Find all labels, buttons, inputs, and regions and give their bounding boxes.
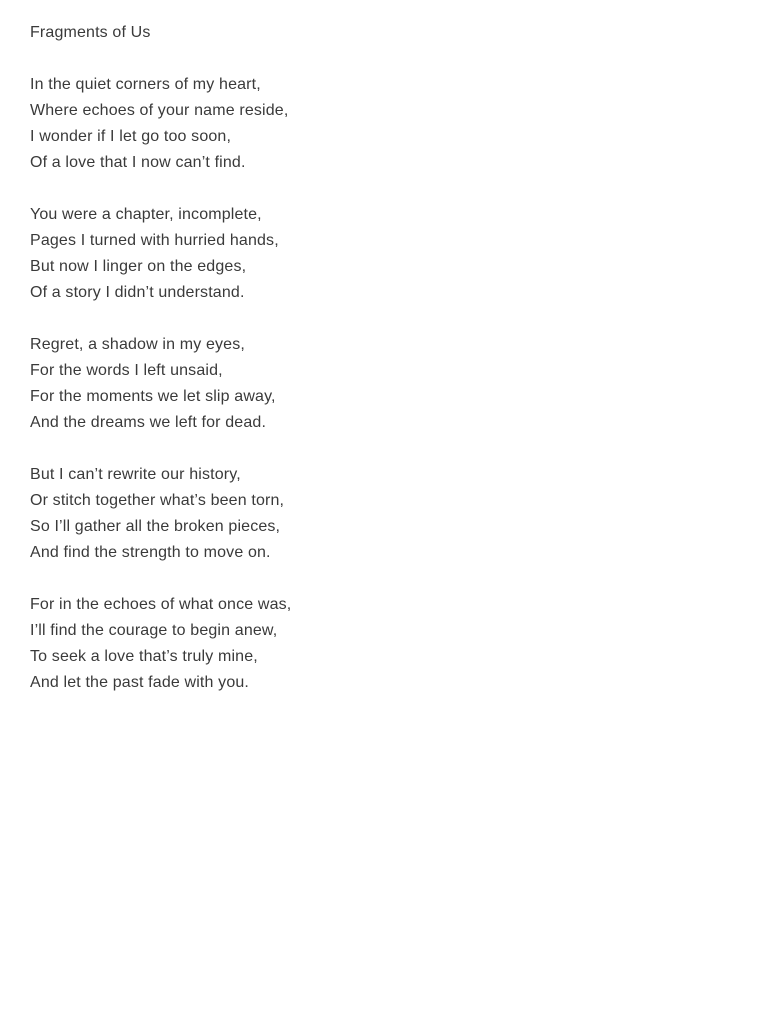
poem-line: Where echoes of your name reside,	[30, 102, 289, 119]
poem-line: Pages I turned with hurried hands,	[30, 232, 279, 249]
poem-line: And the dreams we left for dead.	[30, 414, 267, 431]
poem-line: Regret, a shadow in my eyes,	[30, 336, 245, 353]
poem-line: To seek a love that’s truly mine,	[30, 648, 258, 665]
poem-line: So I’ll gather all the broken pieces,	[30, 518, 281, 535]
stanza-1	[30, 72, 768, 176]
poem-line: In the quiet corners of my heart,	[30, 76, 261, 93]
poem-line: For the words I left unsaid,	[30, 362, 223, 379]
poem-line: But I can’t rewrite our history,	[30, 466, 241, 483]
stanza-5	[30, 592, 768, 696]
poem-line: Of a love that I now can’t find.	[30, 154, 246, 171]
poem-line: I wonder if I let go too soon,	[30, 128, 232, 145]
stanza-4	[30, 462, 768, 566]
poem-line: I’ll find the courage to begin anew,	[30, 622, 278, 639]
document-title: Fragments of Us	[30, 24, 151, 41]
stanza-3	[30, 332, 768, 436]
poem-line: And let the past fade with you.	[30, 674, 250, 691]
stanza-2	[30, 202, 768, 306]
poem-line: For in the echoes of what once was,	[30, 596, 292, 613]
poem-line: And find the strength to move on.	[30, 544, 271, 561]
poem-line: You were a chapter, incomplete,	[30, 206, 262, 223]
poem-line: For the moments we let slip away,	[30, 388, 276, 405]
poem-line: But now I linger on the edges,	[30, 258, 247, 275]
poem-line: Or stitch together what’s been torn,	[30, 492, 285, 509]
poem-line: Of a story I didn’t understand.	[30, 284, 245, 301]
